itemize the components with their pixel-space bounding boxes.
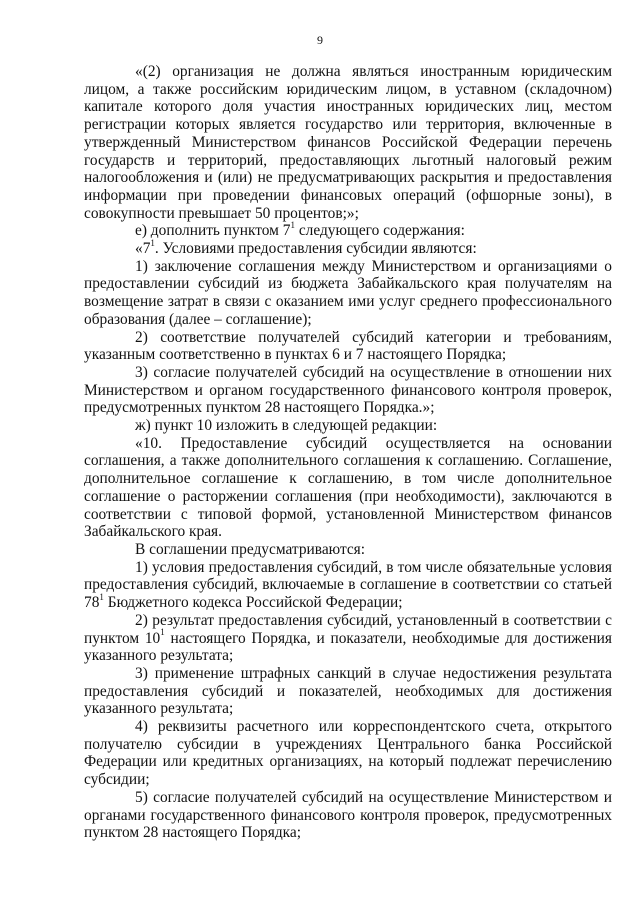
paragraph-amend-e [84,222,612,240]
paragraph-text: 2) результат предоставления субсидий, установленный в соответствии с пунктом 10 [84,611,612,647]
paragraph-10: «10. Предоставление субсидий осуществляется на основании соглашения, а также дополнительного соглашения к соглашению. Соглашение, дополнительное соглашение к соглашению, в том числе дополнительное соглашение о расторжении соглашения (при необходимости), заключаются в соответствии с типовой формой, установленной Министерством финансов Забайкальского края. [84,434,612,541]
paragraph-7-1-heading [84,237,612,258]
superscript: 1 [99,591,104,602]
document-body [84,63,612,842]
paragraph-item-2-foreign-entity: «(2) организация не должна являться иностранным юридическим лицом, а также российским юридическим лицом, в уставном (складочном) капитале которого доля участия иностранных юридических лиц, местом регистрации которых является государство или территория, включенные в утвержденный Министерством финансов Российской Федерации перечень государств и территорий, предоставляющих льготный налоговый режим налогообложения и (или) не предусматривающих раскрытия и предоставления информации при проведении финансовых операций (офшорные зоны), в совокупности превышает 50 процентов;»; [84,63,612,222]
paragraph-agreement-5: 5) согласие получателей субсидий на осуществление Министерством и органами государственного финансового контроля проверок, предусмотренных пунктом 28 настоящего Порядка; [84,788,612,842]
paragraph-text: настоящего Порядка, и показатели, необходимые для достижения указанного результата; [84,629,612,665]
paragraph-condition-3: 3) согласие получателей субсидий на осуществление в отношении них Министерством и органом государственного финансового контроля проверок, предусмотренных пунктом 28 настоящего Порядка.»; [84,363,612,417]
paragraph-amend-zh: ж) пункт 10 изложить в следующей редакции: [135,417,438,435]
paragraph-condition-2: 2) соответствие получателей субсидий категории и требованиям, указанным соответственно в пунктах 6 и 7 настоящего Порядка; [84,328,612,364]
superscript: 1 [160,627,165,638]
superscript: 1 [290,220,295,231]
superscript: 1 [150,237,155,248]
page-number: 9 [317,33,323,47]
paragraph-agreement-provides: В соглашении предусматриваются: [135,540,366,558]
paragraph-text: Бюджетного кодекса Российской Федерации; [103,594,403,612]
paragraph-text: . Условиями предоставления субсидии являются: [154,240,477,258]
paragraph-text: е) дополнить пунктом 7 [135,222,291,240]
paragraph-agreement-2 [84,612,612,665]
paragraph-agreement-1 [84,559,612,612]
paragraph-agreement-4: 4) реквизиты расчетного или корреспондентского счета, открытого получателю субсидии в учреждениях Центрального банка Российской Федерации или кредитных организациях, на который подлежат перечислению субсидии; [84,718,612,789]
paragraph-text: 1) условия предоставления субсидий, в том числе обязательные условия предоставления субсидий, включаемые в соглашение в соответствии со статьей 78 [84,558,612,612]
paragraph-condition-1: 1) заключение соглашения между Министерством и организациями о предоставлении субсидий из бюджета Забайкальского края получателям на возмещение затрат в связи с оказанием ими услуг среднего профессионального образования (далее – соглашение); [84,257,612,328]
paragraph-agreement-3: 3) применение штрафных санкций в случае недостижения результата предоставления субсидий и показателей, необходимых для достижения указанного результата; [84,664,612,718]
paragraph-text: следующего содержания: [294,222,465,240]
paragraph-text: «7 [135,240,151,258]
